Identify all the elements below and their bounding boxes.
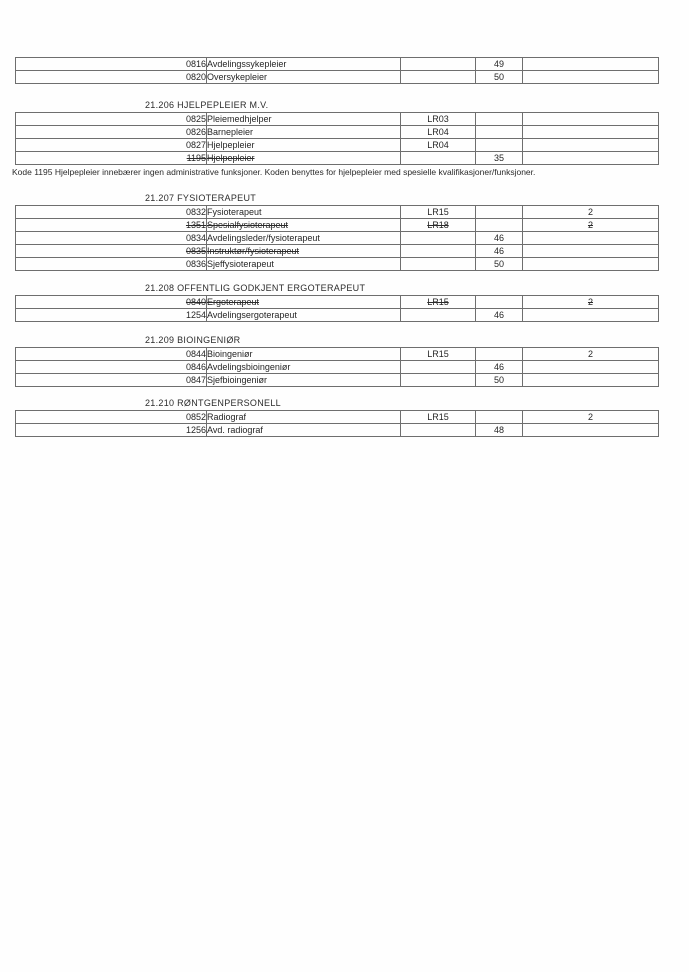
code-cell: 0827	[16, 139, 207, 152]
salary-grade-cell	[476, 296, 523, 309]
salary-grade-cell	[476, 113, 523, 126]
position-codes-table	[15, 347, 659, 387]
salary-grade-cell: 48	[476, 424, 523, 437]
section-heading: 21.210 RØNTGENPERSONELL	[145, 398, 281, 408]
code-cell: 0820	[16, 71, 207, 84]
table-row	[16, 206, 659, 219]
table-row	[16, 71, 659, 84]
section-heading: 21.209 BIOINGENIØR	[145, 335, 241, 345]
salary-frame-cell	[401, 424, 476, 437]
salary-grade-cell	[476, 126, 523, 139]
table-row	[16, 126, 659, 139]
salary-grade-cell	[476, 411, 523, 424]
salary-frame-cell	[401, 245, 476, 258]
table-row	[16, 139, 659, 152]
salary-frame-cell	[401, 58, 476, 71]
salary-grade-cell: 50	[476, 71, 523, 84]
salary-frame-cell: LR03	[401, 113, 476, 126]
remark-cell: 2	[523, 296, 659, 309]
title-cell: Hjelpepleier	[207, 152, 401, 165]
table-row	[16, 361, 659, 374]
salary-grade-cell: 50	[476, 258, 523, 271]
remark-cell	[523, 113, 659, 126]
remark-cell: 2	[523, 411, 659, 424]
salary-grade-cell	[476, 206, 523, 219]
title-cell: Pleiemedhjelper	[207, 113, 401, 126]
section-continued-table	[15, 57, 658, 84]
title-cell: Bioingeniør	[207, 348, 401, 361]
table-row	[16, 296, 659, 309]
title-cell: Avdelingsleder/fysioterapeut	[207, 232, 401, 245]
salary-frame-cell	[401, 374, 476, 387]
table-row	[16, 58, 659, 71]
salary-grade-cell: 49	[476, 58, 523, 71]
salary-frame-cell	[401, 152, 476, 165]
salary-frame-cell: LR18	[401, 219, 476, 232]
title-cell: Spesialfysioterapeut	[207, 219, 401, 232]
remark-cell	[523, 258, 659, 271]
section-heading: 21.208 OFFENTLIG GODKJENT ERGOTERAPEUT	[145, 283, 366, 293]
position-codes-table	[15, 57, 659, 84]
code-cell: 0834	[16, 232, 207, 245]
title-cell: Fysioterapeut	[207, 206, 401, 219]
remark-cell	[523, 232, 659, 245]
title-cell: Avdelingsergoterapeut	[207, 309, 401, 322]
salary-frame-cell: LR15	[401, 348, 476, 361]
remark-cell	[523, 139, 659, 152]
remark-cell	[523, 374, 659, 387]
position-codes-table	[15, 112, 659, 165]
code-cell: 1256	[16, 424, 207, 437]
salary-grade-cell: 35	[476, 152, 523, 165]
table-row	[16, 348, 659, 361]
position-codes-table	[15, 295, 659, 322]
remark-cell	[523, 152, 659, 165]
table-row	[16, 374, 659, 387]
salary-grade-cell: 46	[476, 361, 523, 374]
section-21-210	[15, 397, 658, 437]
salary-frame-cell: LR04	[401, 126, 476, 139]
footnote-text: Kode 1195 Hjelpepleier innebærer ingen administrative funksjoner. Koden benyttes for hjelpepleier med spesielle kvalifikasjoner/funksjoner.	[12, 167, 536, 177]
table-row	[16, 258, 659, 271]
table-row	[16, 411, 659, 424]
remark-cell: 2	[523, 219, 659, 232]
salary-grade-cell: 46	[476, 245, 523, 258]
salary-grade-cell	[476, 348, 523, 361]
salary-frame-cell: LR15	[401, 296, 476, 309]
title-cell: Oversykepleier	[207, 71, 401, 84]
position-codes-table	[15, 205, 659, 271]
table-row	[16, 219, 659, 232]
remark-cell	[523, 309, 659, 322]
table-row	[16, 245, 659, 258]
remark-cell	[523, 71, 659, 84]
position-codes-table	[15, 410, 659, 437]
section-21-208	[15, 282, 658, 322]
code-cell: 0847	[16, 374, 207, 387]
salary-frame-cell: LR15	[401, 206, 476, 219]
table-row	[16, 424, 659, 437]
code-cell: 0852	[16, 411, 207, 424]
title-cell: Radiograf	[207, 411, 401, 424]
salary-grade-cell: 50	[476, 374, 523, 387]
code-cell: 1195	[16, 152, 207, 165]
remark-cell	[523, 126, 659, 139]
salary-grade-cell: 46	[476, 309, 523, 322]
section-21-206	[12, 99, 658, 177]
table-row	[16, 309, 659, 322]
title-cell: Avdelingsbioingeniør	[207, 361, 401, 374]
table-row	[16, 113, 659, 126]
salary-frame-cell	[401, 258, 476, 271]
salary-frame-cell: LR15	[401, 411, 476, 424]
salary-frame-cell	[401, 361, 476, 374]
remark-cell	[523, 361, 659, 374]
remark-cell	[523, 424, 659, 437]
title-cell: Sjefbioingeniør	[207, 374, 401, 387]
remark-cell: 2	[523, 206, 659, 219]
salary-frame-cell	[401, 232, 476, 245]
code-cell: 0835	[16, 245, 207, 258]
code-cell: 1254	[16, 309, 207, 322]
title-cell: Hjelpepleier	[207, 139, 401, 152]
title-cell: Avdelingssykepleier	[207, 58, 401, 71]
salary-frame-cell: LR04	[401, 139, 476, 152]
title-cell: Avd. radiograf	[207, 424, 401, 437]
section-21-207	[15, 192, 658, 271]
salary-grade-cell	[476, 219, 523, 232]
remark-cell	[523, 245, 659, 258]
code-cell: 0846	[16, 361, 207, 374]
code-cell: 1351	[16, 219, 207, 232]
table-row	[16, 232, 659, 245]
section-21-209	[15, 334, 658, 387]
remark-cell	[523, 58, 659, 71]
title-cell: Ergoterapeut	[207, 296, 401, 309]
salary-grade-cell	[476, 139, 523, 152]
code-cell: 0836	[16, 258, 207, 271]
title-cell: Instruktør/fysioterapeut	[207, 245, 401, 258]
title-cell: Barnepleier	[207, 126, 401, 139]
salary-grade-cell: 46	[476, 232, 523, 245]
code-cell: 0844	[16, 348, 207, 361]
section-heading: 21.207 FYSIOTERAPEUT	[145, 193, 257, 203]
code-cell: 0826	[16, 126, 207, 139]
title-cell: Sjeffysioterapeut	[207, 258, 401, 271]
salary-frame-cell	[401, 71, 476, 84]
code-cell: 0825	[16, 113, 207, 126]
section-heading: 21.206 HJELPEPLEIER M.V.	[145, 100, 269, 110]
code-cell: 0832	[16, 206, 207, 219]
code-cell: 0816	[16, 58, 207, 71]
remark-cell: 2	[523, 348, 659, 361]
salary-frame-cell	[401, 309, 476, 322]
table-row	[16, 152, 659, 165]
code-cell: 0840	[16, 296, 207, 309]
